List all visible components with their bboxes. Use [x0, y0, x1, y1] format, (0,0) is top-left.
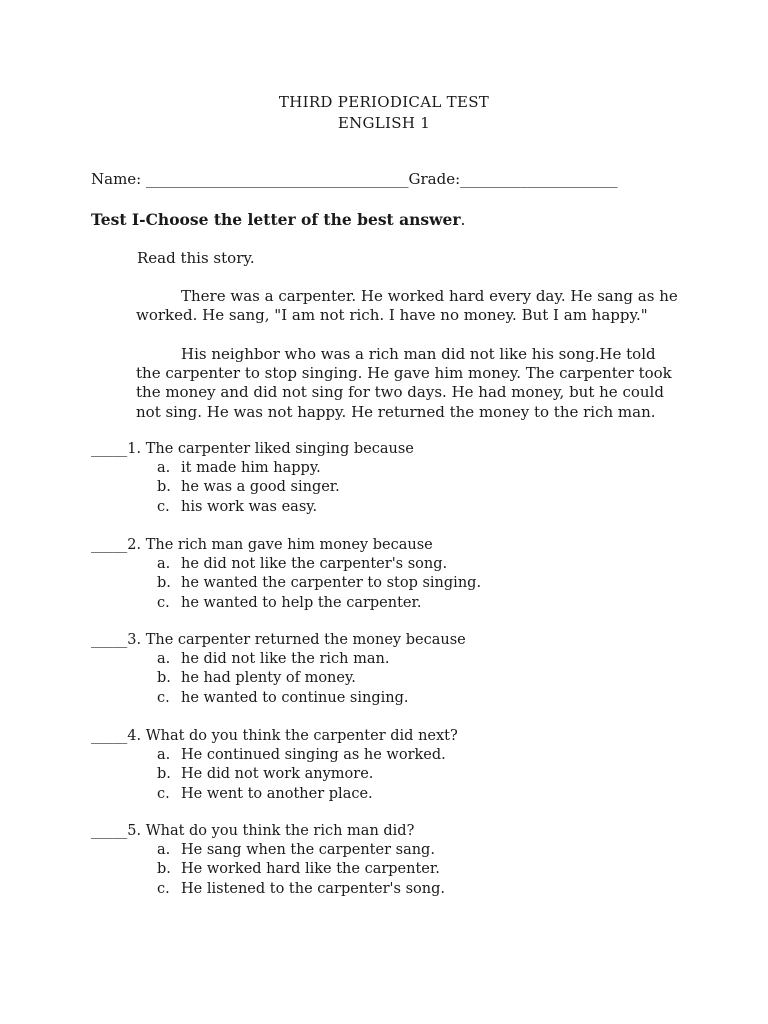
- grade-label: Grade:: [408, 170, 461, 188]
- option-letter: c.: [157, 785, 170, 802]
- option-letter: b.: [157, 575, 171, 592]
- option-letter: a.: [157, 556, 171, 573]
- question-2: [91, 536, 481, 613]
- question-text: The carpenter liked singing because: [145, 441, 414, 457]
- answer-options: [91, 555, 481, 613]
- question-5: [91, 822, 445, 899]
- grade-blank: _____________________: [460, 170, 618, 188]
- option-b: [91, 669, 466, 688]
- option-letter: a.: [157, 842, 171, 859]
- option-c: [91, 594, 481, 613]
- answer-blank: _____: [91, 441, 128, 457]
- question-stem: [91, 822, 445, 841]
- story-intro: Read this story.: [137, 249, 255, 267]
- option-letter: b.: [157, 479, 171, 496]
- option-letter: a.: [157, 747, 171, 764]
- question-3: [91, 631, 466, 708]
- option-letter: c.: [157, 880, 170, 897]
- answer-blank: _____: [91, 823, 128, 839]
- option-letter: b.: [157, 861, 171, 878]
- name-label: Name:: [91, 170, 146, 188]
- answer-options: [91, 459, 414, 517]
- option-a: [91, 746, 458, 765]
- answer-options: [91, 650, 466, 708]
- option-c: [91, 785, 458, 804]
- option-text: He went to another place.: [181, 785, 373, 802]
- subject-title: ENGLISH 1: [337, 114, 431, 132]
- option-c: [91, 880, 445, 899]
- question-number: 4.: [127, 728, 142, 744]
- question-stem: [91, 536, 481, 555]
- option-text: he was a good singer.: [181, 479, 340, 496]
- test-title: THIRD PERIODICAL TEST: [278, 93, 490, 111]
- option-text: he did not like the rich man.: [181, 651, 390, 668]
- option-letter: a.: [157, 651, 171, 668]
- question-stem: [91, 440, 414, 459]
- question-stem: [91, 631, 466, 650]
- option-b: [91, 860, 445, 879]
- option-letter: b.: [157, 766, 171, 783]
- option-c: [91, 689, 466, 708]
- test-heading-text: Test I-Choose the letter of the best answer: [91, 210, 461, 229]
- question-number: 2.: [127, 537, 142, 553]
- question-number: 1.: [127, 441, 142, 457]
- option-letter: c.: [157, 594, 170, 611]
- option-b: [91, 478, 414, 497]
- question-text: The rich man gave him money because: [145, 537, 433, 553]
- question-stem: [91, 727, 458, 746]
- question-number: 3.: [127, 632, 142, 648]
- option-text: he wanted to continue singing.: [181, 689, 409, 706]
- option-letter: a.: [157, 460, 171, 477]
- story-paragraph-2: His neighbor who was a rich man did not like his song.He told the carpenter to stop singing. He gave him money. The carpenter took the money and did not sing for two days. He had money, but he could not sing. He was not happy. He returned the money to the rich man.: [136, 345, 672, 421]
- option-text: he did not like the carpenter's song.: [181, 556, 448, 573]
- question-number: 5.: [127, 823, 142, 839]
- option-c: [91, 498, 414, 517]
- question-1: [91, 440, 414, 517]
- option-text: he had plenty of money.: [181, 670, 356, 687]
- question-text: The carpenter returned the money because: [145, 632, 466, 648]
- option-a: [91, 459, 414, 478]
- question-text: What do you think the rich man did?: [145, 823, 415, 839]
- option-text: He sang when the carpenter sang.: [181, 842, 435, 859]
- test-instructions-heading: [91, 210, 465, 229]
- option-a: [91, 841, 445, 860]
- option-text: he wanted to help the carpenter.: [181, 594, 422, 611]
- option-text: He worked hard like the carpenter.: [181, 861, 440, 878]
- story-paragraph-1: There was a carpenter. He worked hard every day. He sang as he worked. He sang, "I am not rich. I have no money. But I am happy.": [136, 287, 678, 325]
- option-b: [91, 574, 481, 593]
- option-letter: b.: [157, 670, 171, 687]
- question-text: What do you think the carpenter did next?: [145, 728, 458, 744]
- option-letter: c.: [157, 498, 170, 515]
- answer-blank: _____: [91, 728, 128, 744]
- option-text: it made him happy.: [181, 460, 321, 477]
- name-blank: ___________________________________: [146, 170, 409, 188]
- option-b: [91, 765, 458, 784]
- answer-blank: _____: [91, 537, 128, 553]
- test-heading-period: .: [460, 211, 466, 229]
- answer-options: [91, 841, 445, 899]
- answer-options: [91, 746, 458, 804]
- name-grade-row: [91, 170, 618, 188]
- option-text: he wanted the carpenter to stop singing.: [181, 575, 482, 592]
- option-a: [91, 555, 481, 574]
- option-a: [91, 650, 466, 669]
- option-text: He did not work anymore.: [181, 766, 374, 783]
- option-text: He listened to the carpenter's song.: [181, 880, 445, 897]
- option-letter: c.: [157, 689, 170, 706]
- question-4: [91, 727, 458, 804]
- option-text: He continued singing as he worked.: [181, 747, 446, 764]
- option-text: his work was easy.: [181, 498, 318, 515]
- answer-blank: _____: [91, 632, 128, 648]
